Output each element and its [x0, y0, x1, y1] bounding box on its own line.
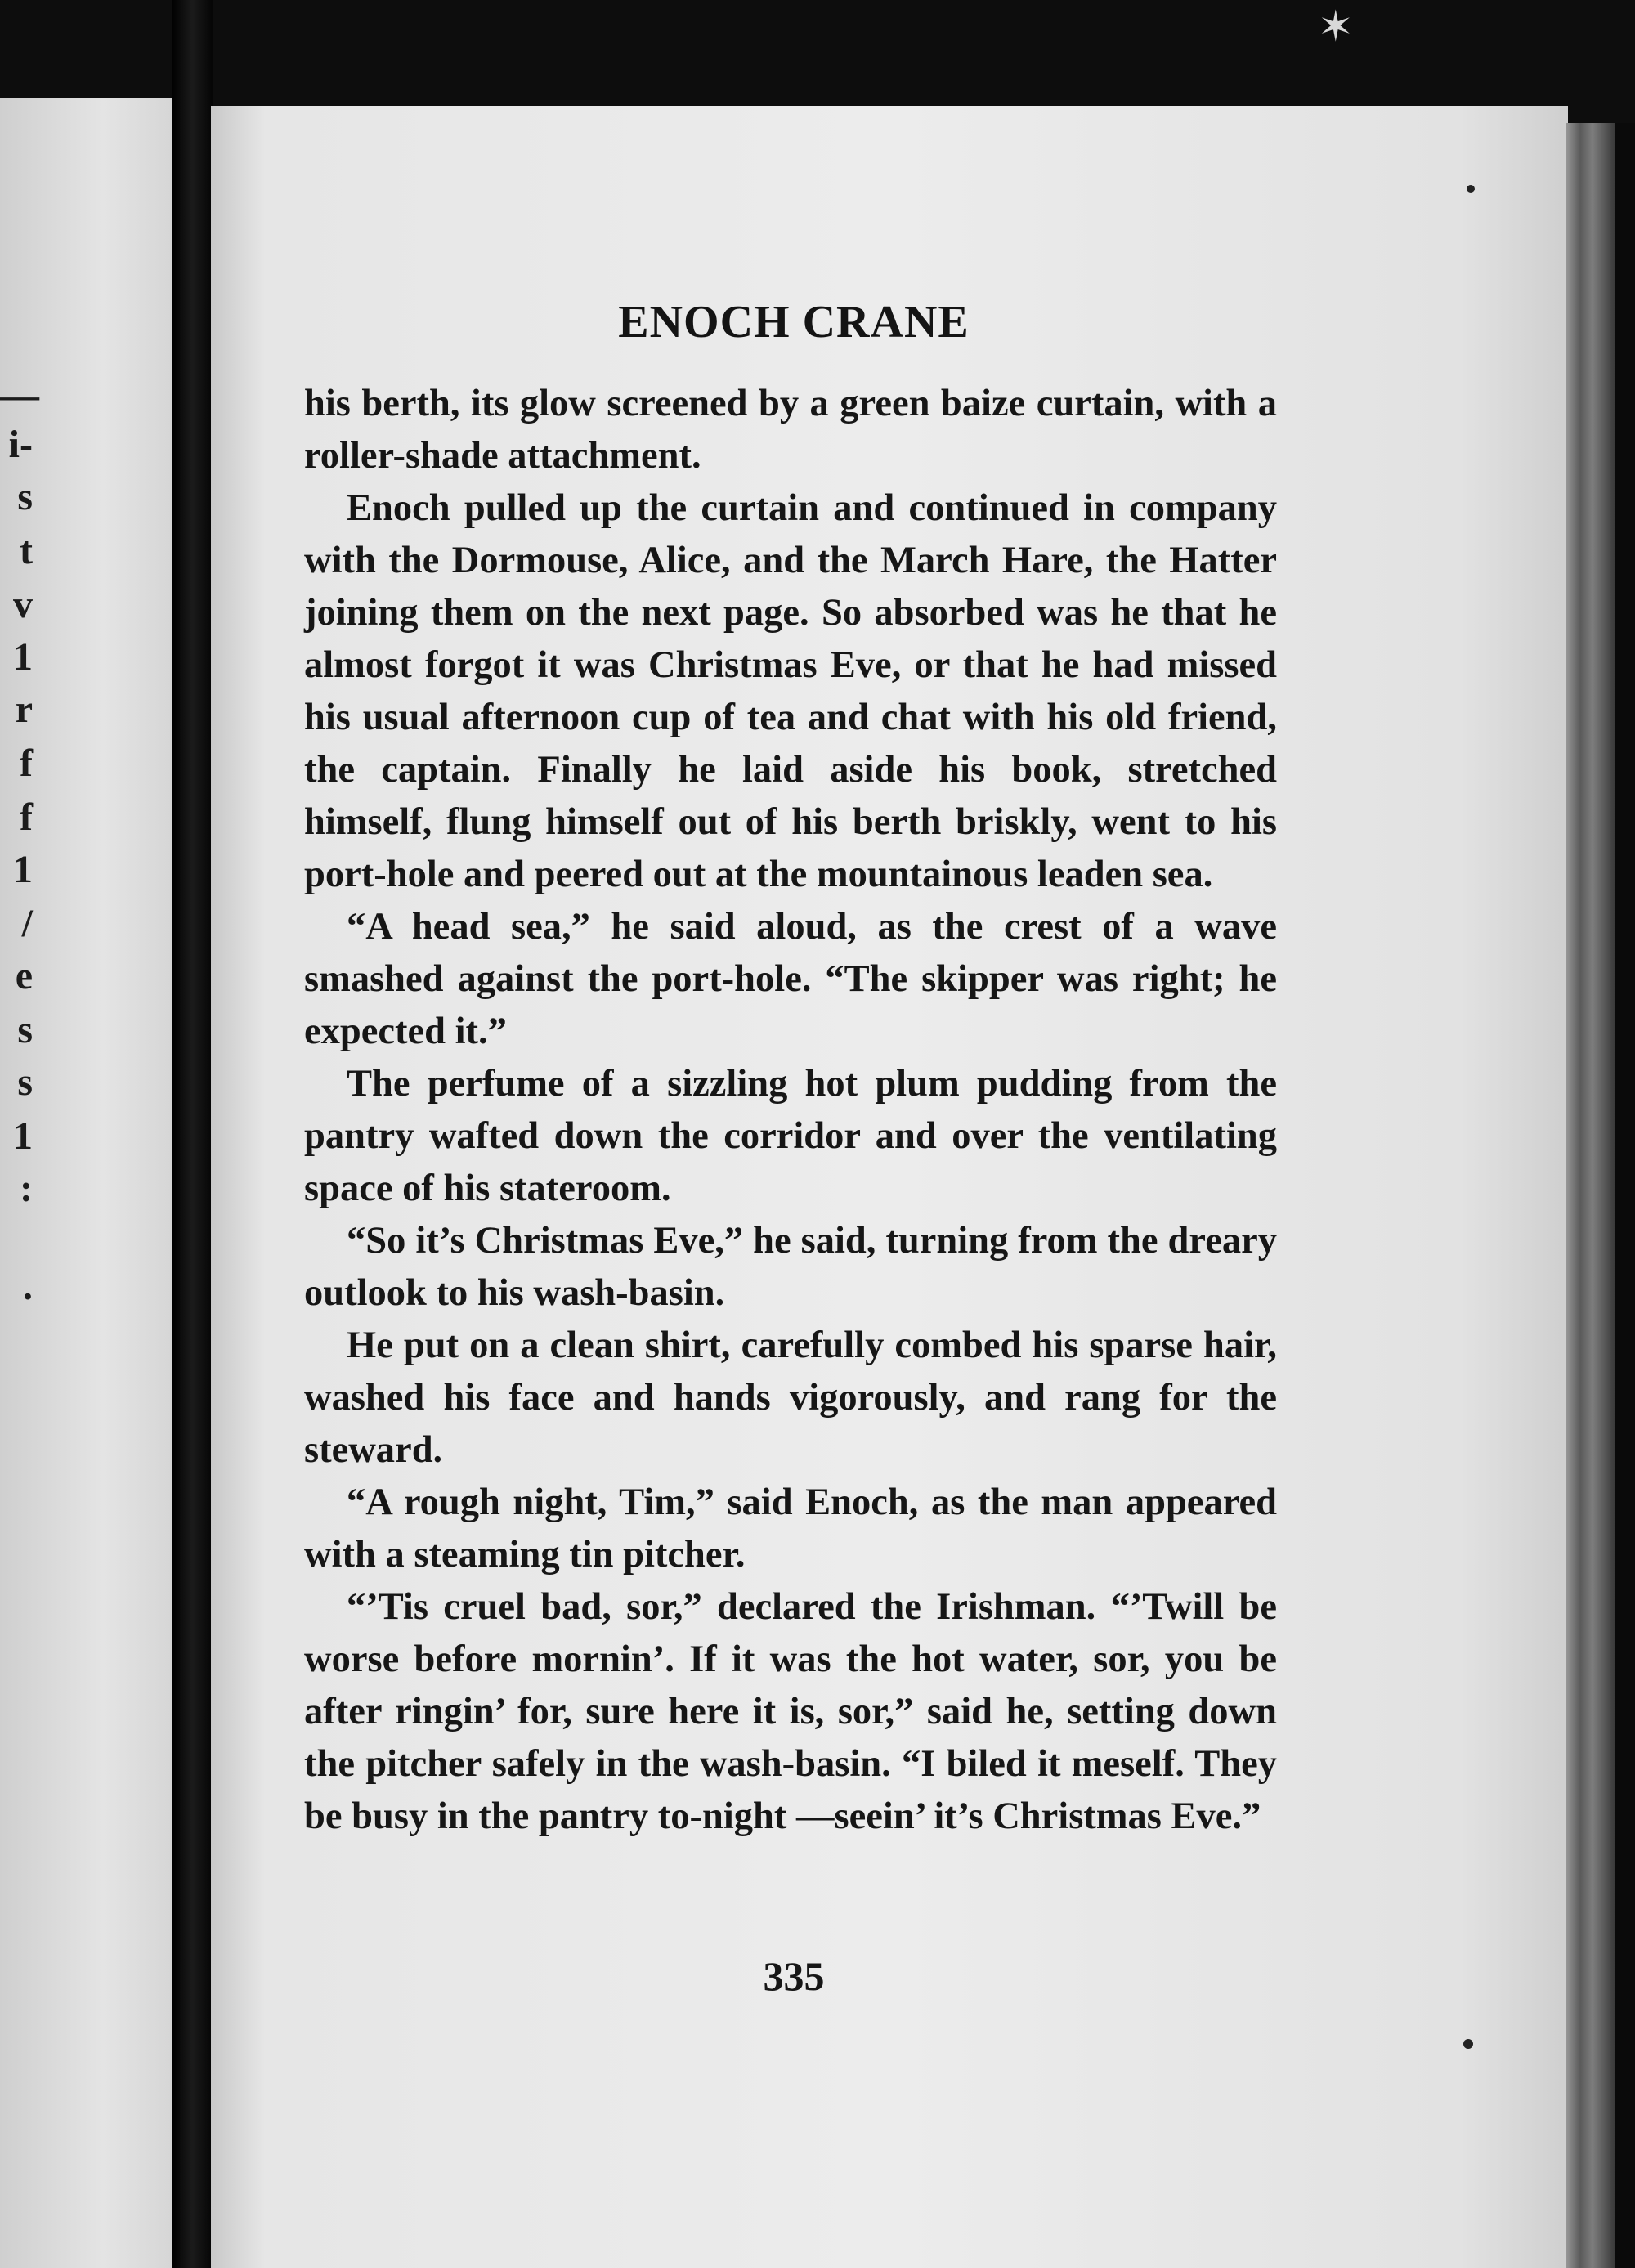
- margin-fragment: f: [20, 796, 33, 839]
- paper-clip-icon: ✶: [1318, 4, 1354, 51]
- margin-fragment: 1: [13, 635, 33, 679]
- margin-fragment: e: [15, 954, 33, 997]
- margin-fragment: f: [20, 742, 33, 785]
- paragraph: He put on a clean shirt, carefully combed his sparse hair, washed his face and hands vigorously, and rang for the steward.: [304, 1324, 1277, 1471]
- scan-border: [1615, 123, 1635, 2268]
- margin-fragment: 1: [13, 848, 33, 891]
- book-gutter: [172, 0, 213, 2268]
- margin-fragment: s: [17, 475, 33, 518]
- margin-fragment: s: [17, 1008, 33, 1051]
- paragraph: “A rough night, Tim,” said Enoch, as the man appeared with a steaming tin pitcher.: [304, 1481, 1277, 1575]
- running-head: ENOCH CRANE: [618, 297, 970, 347]
- previous-page-edge: [0, 98, 172, 2268]
- margin-fragment: :: [20, 1167, 33, 1210]
- dust-speck: [1467, 185, 1475, 193]
- margin-fragment: .: [23, 1265, 33, 1308]
- margin-fragment: /: [21, 902, 33, 945]
- page-body-text: [304, 378, 1277, 1843]
- margin-fragment: s: [17, 1060, 33, 1104]
- paragraph: “A head sea,” he said aloud, as the crest of a wave smashed against the port-hole. “The skipper was right; he expected it.”: [304, 906, 1277, 1052]
- margin-fragment: r: [15, 688, 33, 731]
- page-stack-edge: [1566, 123, 1615, 2268]
- paragraph: “’Tis cruel bad, sor,” declared the Irishman. “’Twill be worse before mornin’. If it was the hot water, sor, you be after ringin’ for, sure here it is, sor,” said he, setting down the pitcher safely in the wash-basin. “I biled it meself. They be busy in the pantry to-night —seein’ it’s Christmas Eve.”: [304, 1586, 1277, 1837]
- margin-fragment: i-: [8, 423, 33, 466]
- dust-speck: [1463, 2039, 1473, 2049]
- margin-fragment: t: [20, 529, 33, 572]
- margin-fragment: v: [13, 583, 33, 626]
- paragraph: The perfume of a sizzling hot plum pudding from the pantry wafted down the corridor and over the ventilating space of his stateroom.: [304, 1063, 1277, 1209]
- paragraph: “So it’s Christmas Eve,” he said, turning from the dreary outlook to his wash-basin.: [304, 1220, 1277, 1314]
- paragraph: his berth, its glow screened by a green baize curtain, with a roller-shade attachment.: [304, 383, 1277, 477]
- margin-fragment: 1: [13, 1114, 33, 1158]
- page-number: 335: [763, 1953, 825, 1999]
- paragraph: Enoch pulled up the curtain and continued in company with the Dormouse, Alice, and the March Hare, the Hatter joining them on the next page. So absorbed was he that he almost forgot it was Christmas Eve, or that he had missed his usual afternoon cup of tea and chat with his old friend, the captain. Finally he laid aside his book, stretched himself, flung himself out of his berth briskly, went to his port-hole and peered out at the mountainous leaden sea.: [304, 487, 1277, 895]
- margin-fragment: —: [0, 374, 39, 417]
